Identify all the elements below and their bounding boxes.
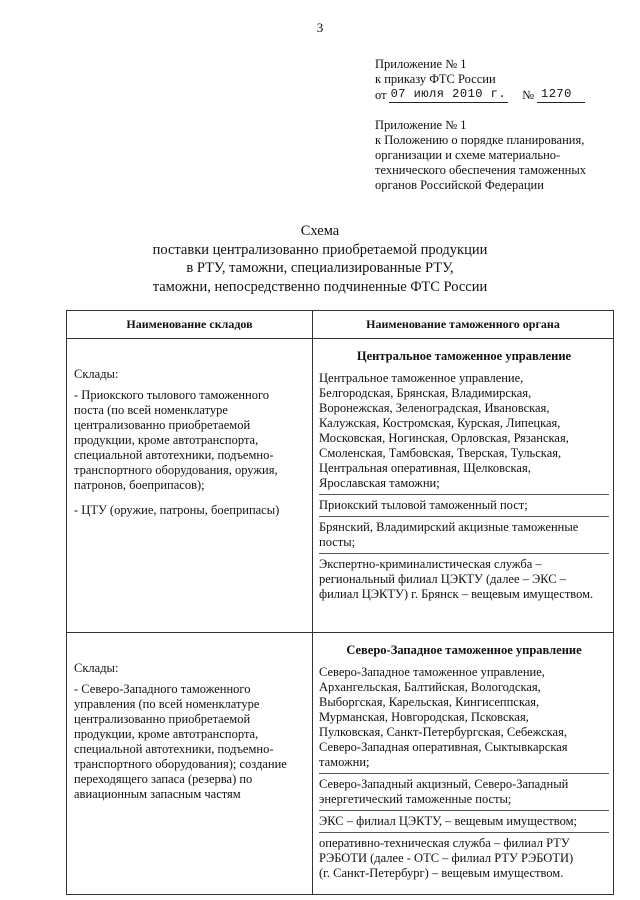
warehouse-line: продукции, кроме автотранспорта, bbox=[74, 433, 259, 447]
warehouse-line: - Приокского тылового таможенного bbox=[74, 388, 270, 402]
title-line: поставки централизованно приобретаемой продукции bbox=[152, 241, 488, 258]
warehouses-cell bbox=[67, 633, 313, 895]
warehouse-line: централизованно приобретаемой bbox=[74, 418, 251, 432]
region-title: Центральное таможенное управление bbox=[356, 349, 572, 363]
entry-line: энергетический таможенные посты; bbox=[319, 792, 512, 806]
annex-order-line-2: к приказу ФТС России bbox=[375, 72, 496, 86]
order-date-number-line bbox=[375, 87, 625, 103]
annex-regulation-line: организации и схеме материально- bbox=[375, 148, 561, 162]
entry-line: Ярославская таможни; bbox=[319, 476, 440, 490]
customs-entry bbox=[319, 773, 609, 810]
customs-bodies-cell bbox=[313, 339, 614, 633]
title-line: Схема bbox=[300, 223, 340, 239]
customs-entry bbox=[319, 516, 609, 553]
warehouse-item bbox=[74, 682, 306, 802]
order-number: 1270 bbox=[537, 87, 585, 103]
annex-regulation-block bbox=[375, 118, 625, 193]
customs-entry bbox=[319, 662, 609, 773]
entry-line: Калужская, Костромская, Курская, Липецкая, bbox=[319, 416, 561, 430]
customs-entry bbox=[319, 832, 609, 884]
warehouses-label: Склады: bbox=[74, 661, 119, 675]
customs-bodies-cell bbox=[313, 633, 614, 895]
annex-order-block bbox=[375, 57, 625, 103]
customs-entry bbox=[319, 810, 609, 832]
warehouse-line: переходящего запаса (резерва) по bbox=[74, 772, 253, 786]
annex-order-line-1: Приложение № 1 bbox=[375, 57, 467, 71]
order-number-label: № bbox=[522, 88, 535, 102]
entry-line: ЭКС – филиал ЦЭКТУ, – вещевым имуществом; bbox=[319, 814, 577, 828]
warehouse-line: авиационным запасным частям bbox=[74, 787, 241, 801]
entry-line: Московская, Ногинская, Орловская, Рязанская, bbox=[319, 431, 569, 445]
supply-scheme-table bbox=[66, 310, 614, 895]
order-date: 07 июля 2010 г. bbox=[390, 87, 507, 101]
entry-line: Мурманская, Новгородская, Псковская, bbox=[319, 710, 529, 724]
title-line: в РТУ, таможни, специализированные РТУ, bbox=[186, 260, 454, 276]
document-title bbox=[0, 222, 640, 296]
annex-regulation-line: органов Российской Федерации bbox=[375, 178, 544, 192]
warehouse-item bbox=[74, 388, 306, 493]
entry-line: РЭБОТИ (далее - ОТС – филиал РТУ РЭБОТИ) bbox=[319, 851, 574, 865]
entry-line: Приокский тыловой таможенный пост; bbox=[319, 498, 528, 512]
title-line: таможни, непосредственно подчиненные ФТС России bbox=[152, 278, 488, 295]
warehouse-line: патронов, боеприпасов); bbox=[74, 478, 205, 492]
entry-line: Центральное таможенное управление, bbox=[319, 371, 524, 385]
customs-entry bbox=[319, 494, 609, 516]
warehouse-line: поста (по всей номенклатуре bbox=[74, 403, 228, 417]
entry-line: Белгородская, Брянская, Владимирская, bbox=[319, 386, 532, 400]
annex-regulation-line: к Положению о порядке планирования, bbox=[375, 133, 585, 147]
entry-line: Центральная оперативная, Щелковская, bbox=[319, 461, 531, 475]
table-section-northwest bbox=[67, 633, 614, 895]
warehouse-line: - Северо-Западного таможенного bbox=[74, 682, 251, 696]
entry-line: оперативно-техническая служба – филиал РТУ bbox=[319, 836, 570, 850]
customs-entry bbox=[319, 553, 609, 605]
entry-line: Экспертно-криминалистическая служба – bbox=[319, 557, 542, 571]
entry-line: Архангельская, Балтийская, Вологодская, bbox=[319, 680, 541, 694]
table-section-central bbox=[67, 339, 614, 633]
entry-line: филиал ЦЭКТУ) г. Брянск – вещевым имуществом. bbox=[319, 587, 594, 601]
warehouse-line: централизованно приобретаемой bbox=[74, 712, 251, 726]
warehouse-line: специальной автотехники, подъемно- bbox=[74, 448, 274, 462]
column-header-warehouses: Наименование складов bbox=[67, 311, 313, 339]
entry-line: Пулковская, Санкт-Петербургская, Себежская, bbox=[319, 725, 567, 739]
warehouse-line: транспортного оборудования, оружия, bbox=[74, 463, 278, 477]
page-number: 3 bbox=[316, 20, 324, 35]
annex-regulation-line: Приложение № 1 bbox=[375, 118, 467, 132]
entry-line: Выборгская, Карельская, Кингисеппская, bbox=[319, 695, 540, 709]
warehouses-cell bbox=[67, 339, 313, 633]
region-title: Северо-Западное таможенное управление bbox=[346, 643, 582, 657]
entry-line: Северо-Западная оперативная, Сыктывкарская bbox=[319, 740, 568, 754]
entry-line: региональный филиал ЦЭКТУ (далее – ЭКС – bbox=[319, 572, 567, 586]
entry-line: посты; bbox=[319, 535, 356, 549]
warehouse-line: - ЦТУ (оружие, патроны, боеприпасы) bbox=[74, 503, 280, 517]
entry-line: (г. Санкт-Петербург) – вещевым имуществом. bbox=[319, 866, 564, 880]
warehouses-label: Склады: bbox=[74, 367, 119, 381]
warehouse-line: продукции, кроме автотранспорта, bbox=[74, 727, 259, 741]
column-header-customs-body: Наименование таможенного органа bbox=[313, 311, 614, 339]
warehouse-line: специальной автотехники, подъемно- bbox=[74, 742, 274, 756]
entry-line: Смоленская, Тамбовская, Тверская, Тульская, bbox=[319, 446, 562, 460]
annex-regulation-line: технического обеспечения таможенных bbox=[375, 163, 586, 177]
entry-line: Воронежская, Зеленоградская, Ивановская, bbox=[319, 401, 550, 415]
warehouse-line: транспортного оборудования); создание bbox=[74, 757, 287, 771]
table-header-row bbox=[67, 311, 614, 339]
customs-entry bbox=[319, 368, 609, 494]
entry-line: Северо-Западное таможенное управление, bbox=[319, 665, 545, 679]
order-date-prefix: от bbox=[375, 88, 387, 102]
entry-line: таможни; bbox=[319, 755, 370, 769]
entry-line: Брянский, Владимирский акцизные таможенные bbox=[319, 520, 579, 534]
warehouse-line: управления (по всей номенклатуре bbox=[74, 697, 260, 711]
warehouse-item bbox=[74, 503, 306, 518]
entry-line: Северо-Западный акцизный, Северо-Западный bbox=[319, 777, 569, 791]
